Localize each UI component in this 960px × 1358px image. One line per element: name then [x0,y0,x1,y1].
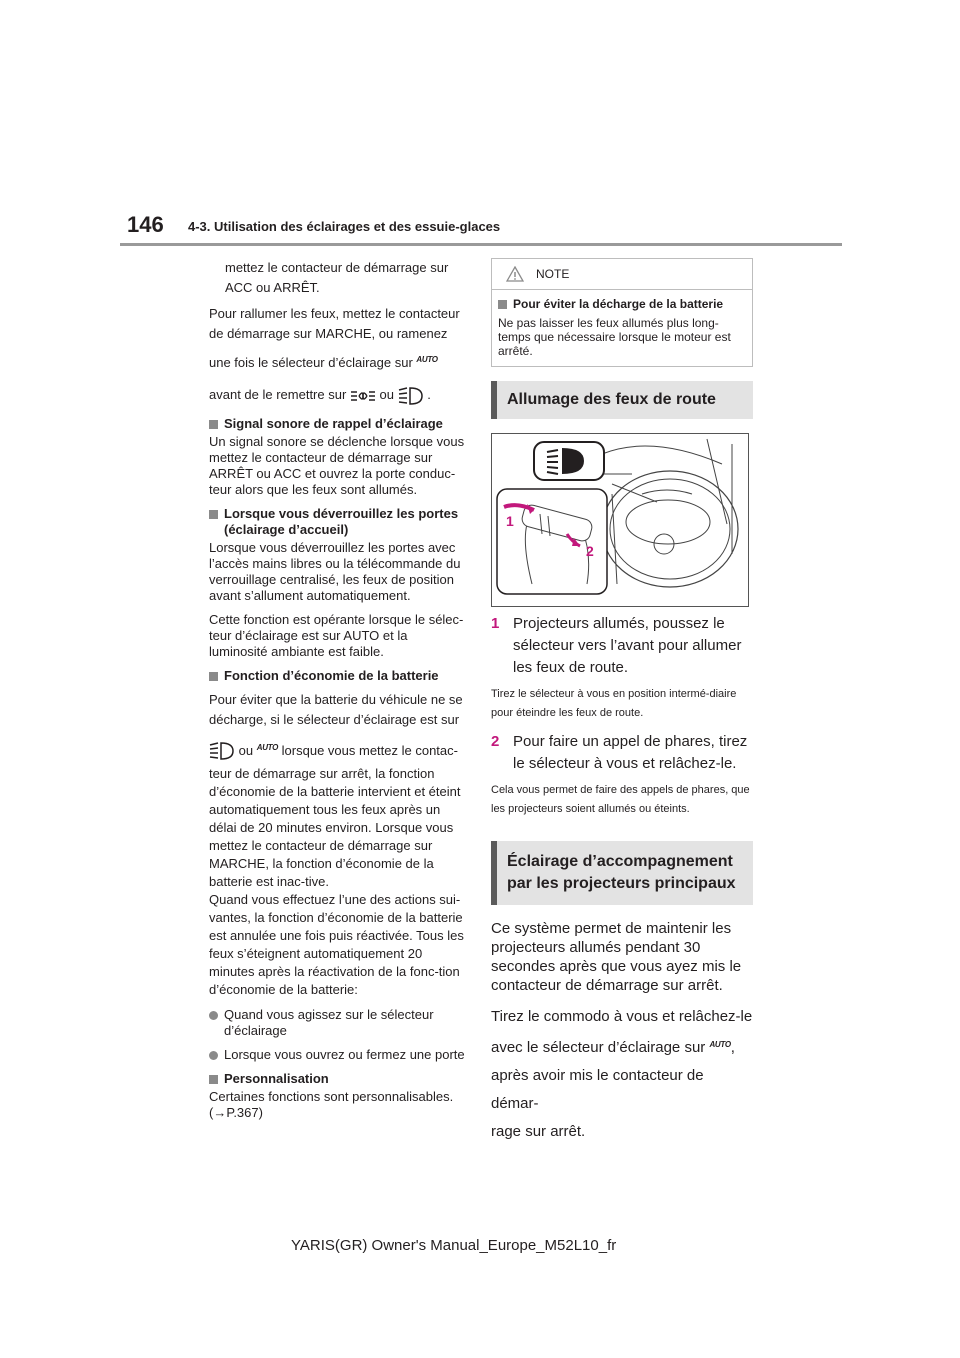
unlock-text-1: Lorsque vous déverrouillez les portes avec l’accès mains libres ou la télécommande du verrouillage centralisé, les feux de position avant s’allument automatiquement. [209,539,461,603]
battery-text-4: teur de démarrage sur arrêt, la fonction d’économie de la batterie intervient et éteint automatiquement tous les feux après un délai de 20 minutes environ. Lorsque vous mettez le contacteur de démarrage sur MARCHE, la fonction d’économie de la batterie est inac-tive. [209,766,461,890]
headlight-icon [398,386,424,406]
list-item: Quand vous agissez sur le sélecteur d’éclairage [209,1007,467,1039]
section-title: 4-3. Utilisation des éclairages et des essuie-glaces [188,219,501,234]
right-column [491,258,753,1146]
cont-line-2: ACC ou ARRÊT. [225,280,320,295]
sec2-line-b: avec le sélecteur d’éclairage sur $^{AUTO}$, [491,1039,735,1056]
footer-text: YARIS(GR) Owner's Manual_Europe_M52L10_fr [291,1237,617,1254]
signal-text: Un signal sonore se déclenche lorsque vous mettez le contacteur de démarrage sur ARRÊT ou ACC et ouvrez la porte conduc-teur alors que les feux sont allumés. [209,433,465,497]
unlock-heading: Lorsque vous déverrouillez les portes (éclairage d’accueil) [209,506,467,538]
auto-icon: AUTO [416,355,438,364]
square-bullet-icon [209,420,218,429]
section2-paragraph-1: Ce système permet de maintenir les projecteurs allumés pendant 30 secondes après que vous ayez mis le contacteur de démarrage sur arrêt. [491,920,742,994]
battery-line-3: ou $^{AUTO}$ lorsque vous mettez le contac- [209,738,467,762]
tail-lights-icon [350,388,376,404]
header-rule [120,243,842,246]
auto-icon: AUTO [256,742,279,752]
square-bullet-icon [498,300,507,309]
note-label: NOTE [536,267,570,281]
sec2-line-a: Tirez le commodo à vous et relâchez-le [491,1008,753,1025]
note-title: Pour éviter la décharge de la batterie [498,296,746,312]
custom-heading: Personnalisation [209,1071,467,1087]
list-item: Lorsque vous ouvrez ou fermez une porte [209,1047,467,1063]
battery-text-5: Quand vous effectuez l’une des actions sui-vantes, la fonction d’économie de la batterie est annulée une fois puis réactivée. Tous les feux s’éteignent automatiquement 20 minutes après la réactivation de la fonc-tion d’économie de la batterie: [209,892,464,998]
note-text: Ne pas laisser les feux allumés plus long-temps que nécessaire lorsque le moteur est arrêté. [498,316,731,358]
relight-line-3: une fois le sélecteur d’éclairage sur $^{AUTO}$ [209,355,438,370]
note-header [492,259,752,290]
continued-text [209,258,467,298]
page-number: 146 [127,212,164,237]
step-1-note: Tirez le sélecteur à vous en position intermé-diaire pour éteindre les feux de route. [491,688,737,719]
step-number: 2 [491,733,500,750]
relight-line-2: de démarrage sur MARCHE, ou ramenez [209,326,448,341]
figure-label-2: 2 [586,543,594,559]
section-heading-high-beam: Allumage des feux de route [491,381,753,419]
sec2-line-d: rage sur arrêt. [491,1123,586,1140]
square-bullet-icon [209,672,218,681]
step-text: Projecteurs allumés, poussez le sélecteur vers l’avant pour allumer les feux de route. [513,615,742,676]
headlight-icon [209,741,235,761]
unlock-text-2: Cette fonction est opérante lorsque le sélec-teur d’éclairage est sur AUTO et la luminosité ambiante est faible. [209,611,464,659]
cont-line-1: mettez le contacteur de démarrage sur [225,260,449,275]
left-column [209,258,467,1129]
round-bullet-icon [209,1051,218,1060]
relight-line-4: avant de le remettre sur ou . [209,385,467,406]
round-bullet-icon [209,1011,218,1020]
step-1 [491,613,753,679]
relight-paragraph [209,304,467,406]
relight-line-1: Pour rallumer les feux, mettez le contacteur [209,306,460,321]
signal-heading: Signal sonore de rappel d’éclairage [209,416,467,432]
square-bullet-icon [209,510,218,519]
step-2-note: Cela vous permet de faire des appels de phares, que les projecteurs soient allumés ou éteints. [491,784,750,815]
square-bullet-icon [209,1075,218,1084]
auto-icon: AUTO [709,1040,731,1049]
step-text: Pour faire un appel de phares, tirez le sélecteur à vous et relâchez-le. [513,733,748,772]
section-heading-follow-me-home: Éclairage d’accompagnement par les projecteurs principaux [491,841,753,905]
note-box [491,258,753,367]
section2-paragraph-2 [491,1003,753,1146]
steering-lever-drawing [492,434,748,606]
custom-text: Certaines fonctions sont personnalisables. (→P.367) [209,1089,454,1121]
warning-icon [506,266,524,282]
battery-line-1: Pour éviter que la batterie du véhicule ne se [209,691,463,707]
battery-paragraph [209,690,467,892]
battery-line-2: décharge, si le sélecteur d’éclairage est sur [209,711,460,727]
step-2 [491,731,753,775]
sec2-line-c: après avoir mis le contacteur de démar- [491,1067,704,1112]
lever-illustration [491,433,749,607]
figure-label-1: 1 [506,513,514,529]
step-number: 1 [491,615,500,632]
battery-heading: Fonction d’économie de la batterie [209,668,467,684]
